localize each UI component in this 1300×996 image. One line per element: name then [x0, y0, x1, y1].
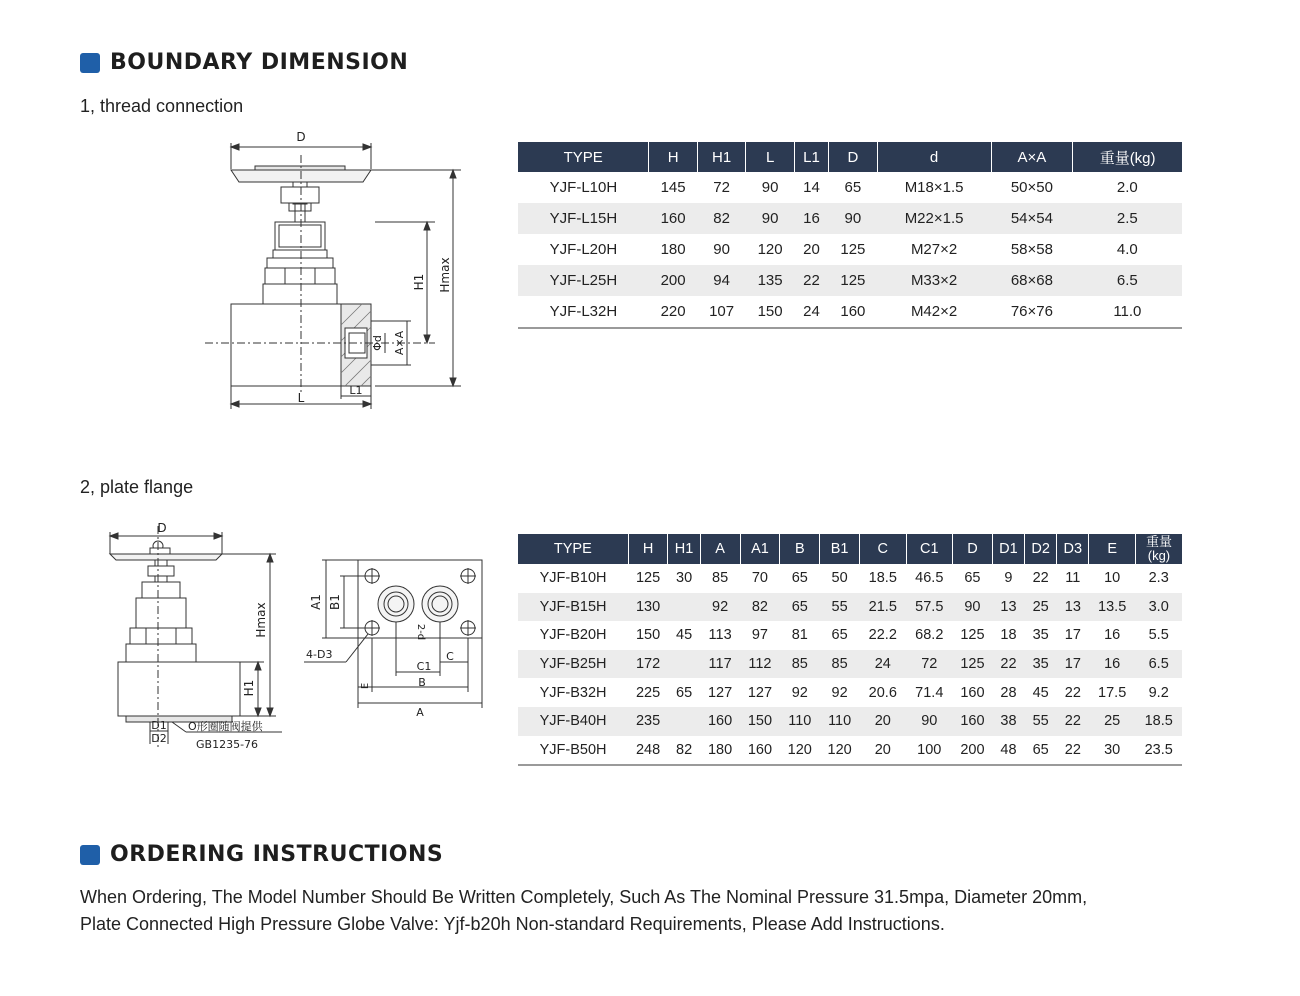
plate-cell: 18.5	[1135, 707, 1182, 736]
label-D1: D1	[151, 719, 167, 732]
thread-cell: 54×54	[991, 203, 1073, 234]
plate-cell: 120	[820, 736, 860, 766]
thread-header-2: H1	[697, 142, 746, 172]
plate-cell: 225	[635, 684, 661, 701]
plate-cell: 23.5	[1135, 736, 1182, 766]
ordering-instructions-text	[80, 884, 1180, 938]
plate-cell: 160	[953, 707, 993, 736]
plate-cell: 50	[831, 570, 848, 587]
plate-header-13: E	[1089, 534, 1135, 564]
plate-cell: 28	[1000, 684, 1017, 701]
plate-cell: 20	[860, 707, 906, 736]
plate-cell: 90	[906, 707, 952, 736]
thread-cell: 4.0	[1116, 241, 1138, 258]
table-row	[518, 593, 1182, 622]
thread-cell: 160	[829, 296, 878, 328]
label-H1: H1	[412, 273, 426, 291]
table-row	[518, 234, 1182, 265]
label-oring: O形圈随阀提供	[188, 720, 263, 733]
thread-cell: 90	[746, 203, 795, 234]
plate-cell: YJF-B15H	[518, 593, 628, 622]
plate-cell: 22	[1032, 570, 1049, 587]
plate-header-2: H1	[668, 534, 700, 564]
section-marker-icon	[80, 53, 100, 73]
plate-cell: 130	[628, 593, 668, 622]
plate-cell: 16	[1104, 627, 1121, 644]
plate-cell: 90	[953, 593, 993, 622]
thread-connection-subtitle: 1, thread connection	[80, 96, 244, 116]
table-row	[518, 621, 1182, 650]
plate-cell: 22	[1057, 736, 1089, 766]
plate-cell: 6.5	[1135, 650, 1182, 679]
thread-cell: 6.5	[1073, 265, 1182, 296]
plate-cell: 65	[1025, 736, 1057, 766]
section-marker-icon	[80, 845, 100, 865]
plate-cell: 45	[676, 627, 693, 644]
thread-cell: 90	[761, 179, 779, 196]
thread-valve-drawing	[195, 125, 475, 415]
thread-cell: 16	[794, 203, 828, 234]
plate-cell: 18.5	[868, 570, 897, 587]
table-row	[518, 678, 1182, 707]
plate-cell: 35	[1032, 627, 1049, 644]
boundary-dimension-title-text: BOUNDARY DIMENSION	[110, 50, 409, 75]
table-row	[518, 650, 1182, 679]
plate-cell: 65	[676, 684, 693, 701]
table-row	[518, 736, 1182, 766]
thread-cell: 82	[697, 203, 746, 234]
plate-cell: 200	[953, 736, 993, 766]
plate-cell: 110	[780, 707, 820, 736]
thread-cell: 50×50	[1010, 179, 1053, 196]
label-C1: C1	[416, 660, 432, 673]
thread-cell: 90	[713, 241, 730, 258]
plate-cell: 71.4	[915, 684, 944, 701]
label-4-D3: 4-D3	[306, 648, 333, 661]
plate-cell: 248	[628, 736, 668, 766]
thread-cell: YJF-L25H	[518, 265, 649, 296]
plate-cell: 70	[751, 570, 768, 587]
thread-cell: M27×2	[910, 241, 958, 258]
plate-cell: YJF-B25H	[518, 650, 628, 679]
plate-header-5: B	[780, 534, 820, 564]
plate-cell: 25	[1025, 593, 1057, 622]
plate-cell: 92	[831, 684, 848, 701]
label-plate-Hmax: Hmax	[254, 602, 268, 638]
plate-cell: 20.6	[868, 684, 897, 701]
plate-cell: 35	[1025, 650, 1057, 679]
plate-cell: 9.2	[1148, 684, 1169, 701]
plate-cell: 160	[740, 736, 780, 766]
plate-cell: 30	[676, 570, 693, 587]
plate-cell: 24	[860, 650, 906, 679]
plate-cell: 180	[700, 736, 740, 766]
thread-cell: 120	[757, 241, 783, 258]
label-C: C	[446, 650, 454, 663]
plate-cell: 120	[780, 736, 820, 766]
plate-header-9: D	[953, 534, 993, 564]
plate-cell: 68.2	[915, 627, 944, 644]
plate-cell: 57.5	[906, 593, 952, 622]
thread-header-7: A×A	[991, 142, 1073, 172]
plate-header-1: H	[628, 534, 668, 564]
plate-cell: 97	[751, 627, 768, 644]
plate-cell: YJF-B10H	[539, 570, 607, 587]
thread-cell: M33×2	[877, 265, 991, 296]
plate-cell: 55	[820, 593, 860, 622]
plate-cell: 16	[1089, 650, 1135, 679]
ordering-instructions-title	[80, 842, 443, 867]
thread-cell: YJF-L32H	[518, 296, 649, 328]
plate-cell: 17.5	[1098, 684, 1127, 701]
plate-cell: 10	[1104, 570, 1121, 587]
thread-cell: M18×1.5	[904, 179, 964, 196]
thread-cell: 2.0	[1116, 179, 1138, 196]
plate-cell: 13.5	[1089, 593, 1135, 622]
plate-cell: 48	[992, 736, 1024, 766]
plate-cell: 11	[1065, 570, 1081, 587]
table-row	[518, 296, 1182, 328]
plate-cell: 38	[992, 707, 1024, 736]
plate-header-12: D3	[1057, 534, 1089, 564]
plate-header-14: 重量 (kg)	[1135, 534, 1182, 564]
plate-cell: 117	[700, 650, 740, 679]
plate-cell: 85	[780, 650, 820, 679]
plate-cell: 22.2	[868, 627, 897, 644]
plate-cell: 92	[700, 593, 740, 622]
boundary-dimension-title	[80, 50, 408, 75]
thread-cell: 20	[803, 241, 820, 258]
plate-cell: 235	[628, 707, 668, 736]
thread-cell: 125	[829, 265, 878, 296]
label-plate-H1: H1	[242, 679, 256, 697]
ordering-line-1: When Ordering, The Model Number Should Be Written Completely, Such As The Nominal Pressure 31.5mpa, Diameter 20mm,	[80, 887, 1088, 907]
thread-cell: M22×1.5	[877, 203, 991, 234]
plate-cell: 22	[992, 650, 1024, 679]
label-A1: A1	[309, 594, 323, 610]
thread-cell: 68×68	[991, 265, 1073, 296]
plate-cell: 22	[1057, 707, 1089, 736]
plate-cell: YJF-B40H	[518, 707, 628, 736]
plate-cell: 92	[791, 684, 808, 701]
plate-cell: 85	[712, 570, 729, 587]
label-AxA: A×A	[393, 330, 406, 356]
plate-cell: 160	[700, 707, 740, 736]
thread-cell: YJF-L15H	[518, 203, 649, 234]
thread-cell: 14	[803, 179, 820, 196]
plate-cell: 3.0	[1135, 593, 1182, 622]
label-A: A	[416, 706, 424, 719]
thread-cell: 150	[746, 296, 795, 328]
thread-header-6: d	[877, 142, 991, 172]
plate-header-3: A	[700, 534, 740, 564]
plate-cell: 127	[707, 684, 733, 701]
ordering-line-2: Plate Connected High Pressure Globe Valve: Yjf-b20h Non-standard Requirements, Please Add Instructions.	[80, 914, 945, 934]
plate-header-6: B1	[820, 534, 860, 564]
plate-cell: 160	[960, 684, 985, 701]
thread-cell: 220	[649, 296, 698, 328]
plate-cell: 127	[747, 684, 773, 701]
plate-cell	[668, 650, 700, 679]
label-E: E	[360, 682, 371, 690]
plate-cell: 13	[992, 593, 1024, 622]
plate-cell: 112	[740, 650, 780, 679]
plate-valve-drawing	[100, 518, 290, 758]
plate-cell: 45	[1032, 684, 1049, 701]
thread-cell: 76×76	[991, 296, 1073, 328]
table-header-row	[518, 534, 1182, 564]
thread-cell: YJF-L20H	[549, 241, 618, 258]
plate-cell: 125	[635, 570, 661, 587]
plate-cell: 65	[791, 570, 808, 587]
plate-cell: 17	[1057, 650, 1089, 679]
thread-cell: 24	[794, 296, 828, 328]
plate-cell: 46.5	[915, 570, 944, 587]
thread-cell: 180	[660, 241, 686, 258]
thread-cell: 125	[840, 241, 866, 258]
plate-cell: 172	[628, 650, 668, 679]
plate-cell: 113	[708, 627, 732, 644]
table-row	[518, 564, 1182, 593]
plate-flange-subtitle: 2, plate flange	[80, 477, 194, 497]
label-D: D	[296, 130, 306, 144]
plate-cell: 13	[1057, 593, 1089, 622]
thread-cell: 135	[746, 265, 795, 296]
table-row	[518, 707, 1182, 736]
thread-cell: M42×2	[877, 296, 991, 328]
label-B: B	[418, 676, 426, 689]
label-plate-D: D	[157, 521, 167, 535]
thread-cell: 94	[697, 265, 746, 296]
table-row	[518, 172, 1182, 203]
plate-cell: YJF-B20H	[539, 627, 607, 644]
plate-cell	[668, 707, 700, 736]
flange-face-drawing	[300, 550, 490, 720]
plate-cell: 110	[820, 707, 860, 736]
plate-header-11: D2	[1025, 534, 1057, 564]
plate-cell: 55	[1025, 707, 1057, 736]
plate-cell: 82	[740, 593, 780, 622]
ordering-instructions-title-text: ORDERING INSTRUCTIONS	[110, 842, 444, 867]
label-D2: D2	[151, 732, 167, 745]
plate-flange-table	[518, 534, 1182, 766]
thread-cell: 22	[794, 265, 828, 296]
plate-cell: YJF-B50H	[518, 736, 628, 766]
label-gb: GB1235-76	[196, 738, 259, 751]
label-L: L	[297, 391, 305, 405]
label-Hmax: Hmax	[438, 257, 452, 293]
plate-cell: 85	[820, 650, 860, 679]
plate-cell: 5.5	[1148, 627, 1169, 644]
plate-header-7: C	[860, 534, 906, 564]
thread-cell: 65	[844, 179, 862, 196]
table-row	[518, 265, 1182, 296]
plate-cell: 30	[1089, 736, 1135, 766]
plate-cell: 65	[831, 627, 848, 644]
thread-cell: 160	[649, 203, 698, 234]
plate-cell: 18	[1000, 627, 1017, 644]
plate-cell: 9	[1004, 570, 1013, 587]
plate-header-0: TYPE	[518, 534, 628, 564]
label-phi-d: Φd	[371, 335, 384, 351]
thread-cell: 90	[829, 203, 878, 234]
plate-cell: 125	[960, 627, 985, 644]
thread-header-1: H	[649, 142, 698, 172]
plate-cell: 65	[780, 593, 820, 622]
thread-header-3: L	[746, 142, 795, 172]
thread-cell: 2.5	[1073, 203, 1182, 234]
label-B1: B1	[328, 594, 342, 610]
thread-header-0: TYPE	[518, 142, 649, 172]
thread-cell: 11.0	[1073, 296, 1182, 328]
table-header-row	[518, 142, 1182, 172]
plate-cell: 72	[906, 650, 952, 679]
plate-cell: 82	[668, 736, 700, 766]
plate-header-10: D1	[992, 534, 1024, 564]
plate-cell: 22	[1064, 684, 1081, 701]
plate-cell: 65	[964, 570, 981, 587]
thread-cell: 107	[697, 296, 746, 328]
thread-header-8: 重量(kg)	[1073, 142, 1182, 172]
plate-cell: 81	[791, 627, 808, 644]
plate-cell: YJF-B32H	[539, 684, 607, 701]
plate-cell: 2.3	[1148, 570, 1169, 587]
plate-header-4: A1	[740, 534, 780, 564]
plate-cell: 21.5	[860, 593, 906, 622]
thread-connection-table	[518, 142, 1182, 329]
thread-cell: 72	[713, 179, 730, 196]
plate-cell: 25	[1089, 707, 1135, 736]
plate-cell	[668, 593, 700, 622]
thread-cell: 58×58	[1010, 241, 1053, 258]
label-L1: L1	[349, 384, 363, 397]
plate-cell: 150	[740, 707, 780, 736]
table-row	[518, 203, 1182, 234]
label-2-d: 2-d	[415, 623, 426, 641]
plate-cell: 20	[860, 736, 906, 766]
plate-cell: 150	[635, 627, 661, 644]
thread-cell: 145	[660, 179, 686, 196]
plate-cell: 125	[953, 650, 993, 679]
thread-header-4: L1	[794, 142, 828, 172]
plate-cell: 17	[1064, 627, 1081, 644]
thread-cell: YJF-L10H	[549, 179, 618, 196]
plate-header-8: C1	[906, 534, 952, 564]
thread-cell: 200	[649, 265, 698, 296]
plate-cell: 100	[906, 736, 952, 766]
thread-header-5: D	[829, 142, 878, 172]
